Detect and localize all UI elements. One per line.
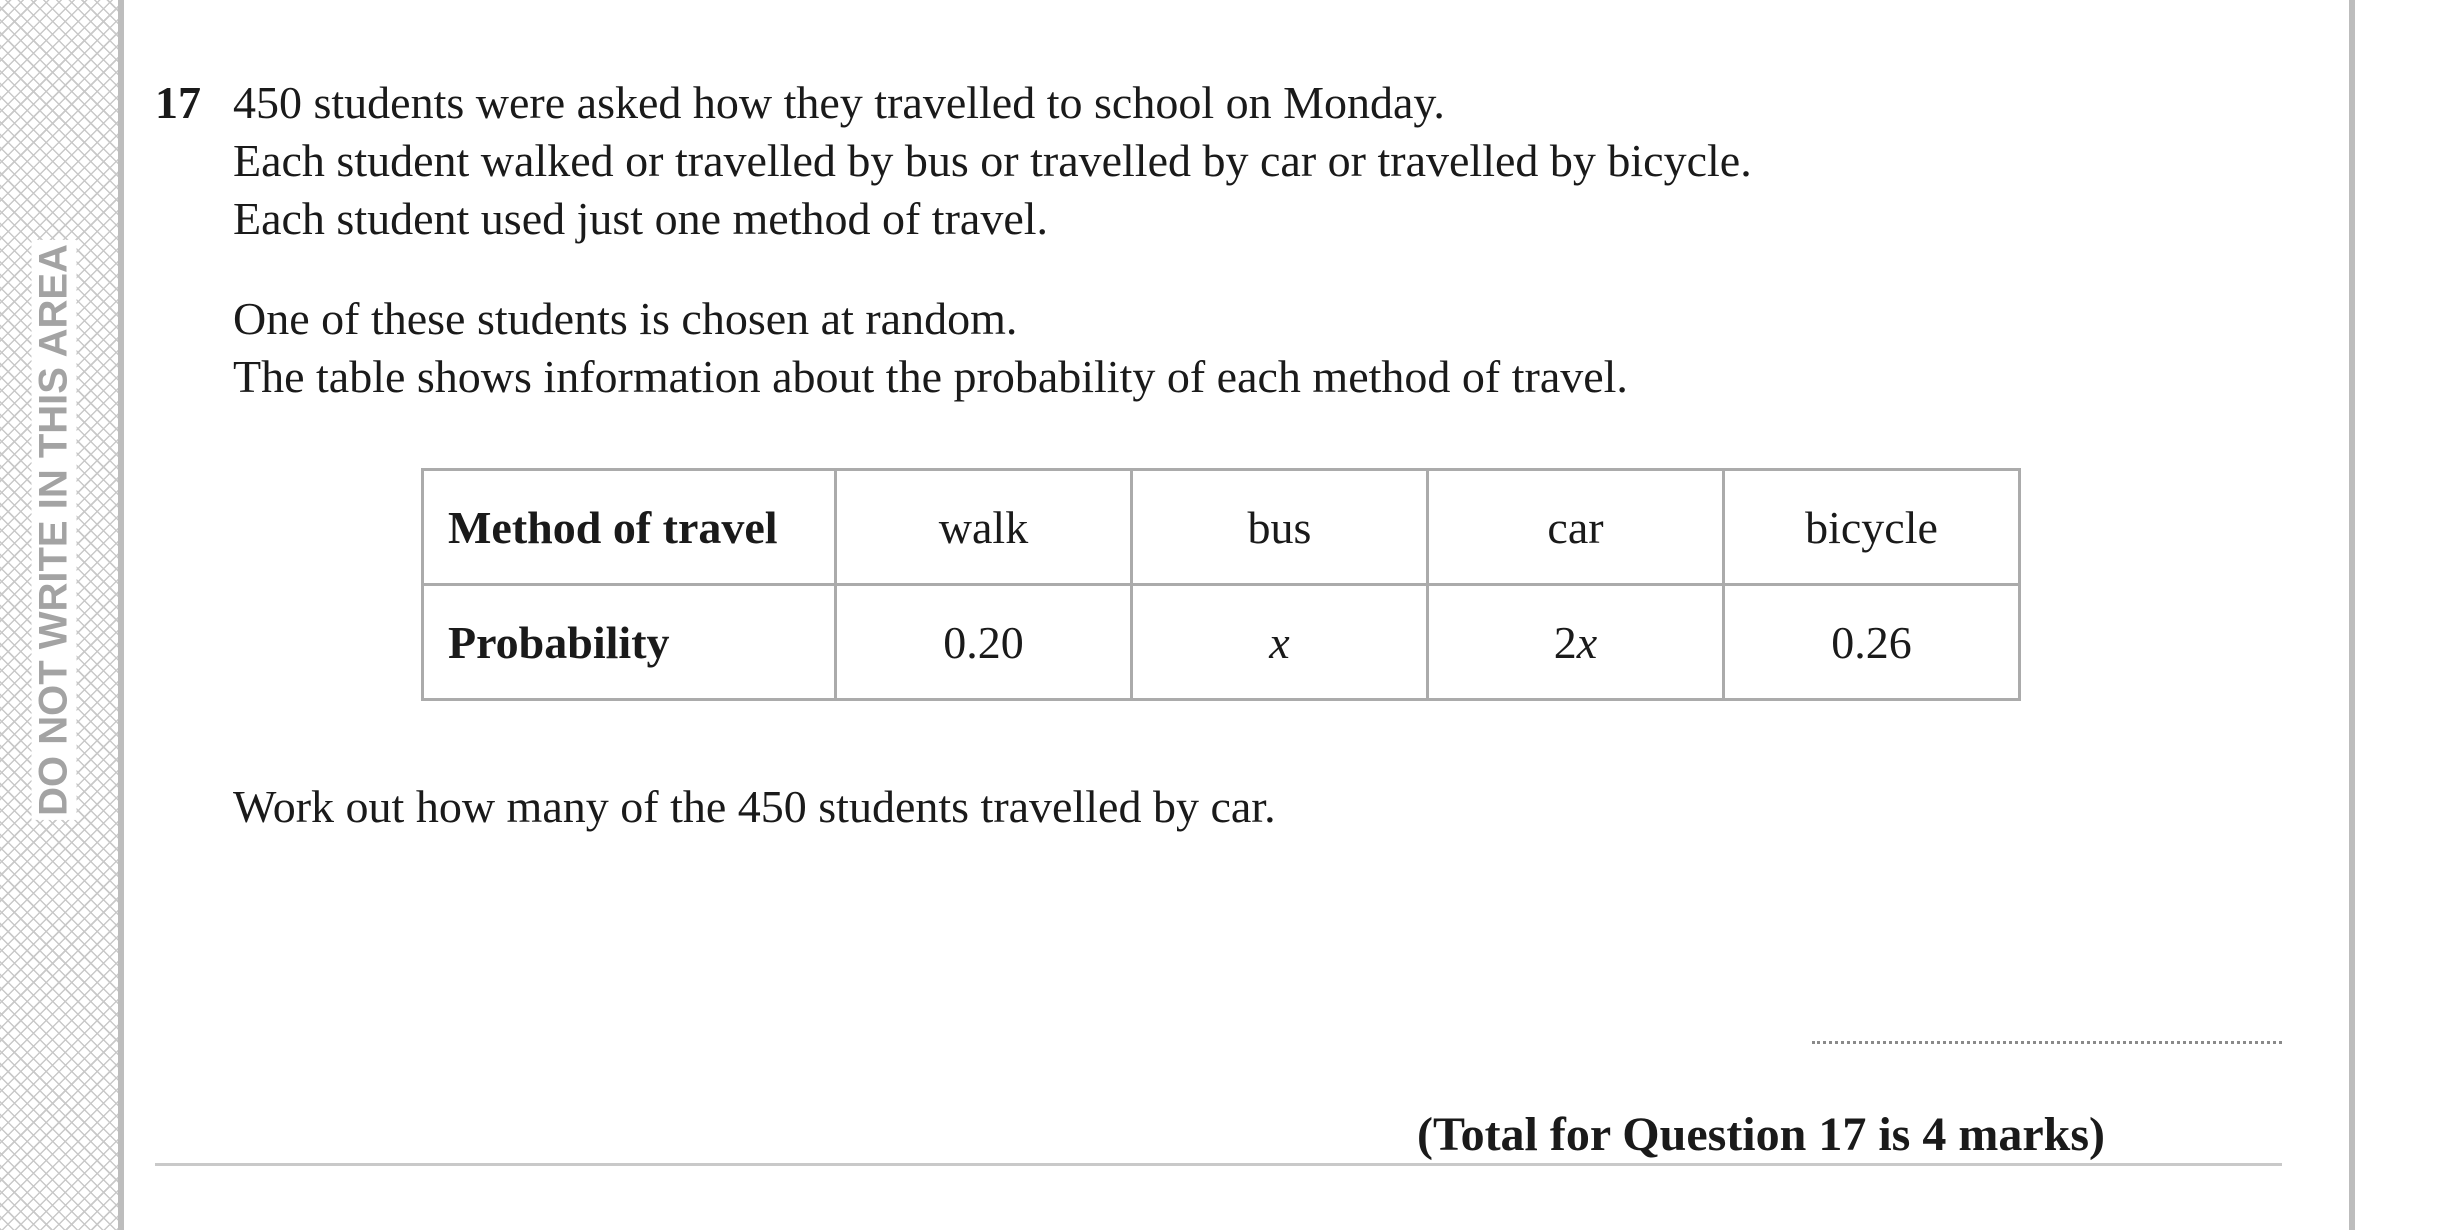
- probability-walk: 0.20: [836, 585, 1132, 700]
- answer-line[interactable]: [1812, 1041, 2282, 1044]
- method-bicycle: bicycle: [1724, 470, 2020, 585]
- question-line-3: Each student used just one method of travel.: [233, 193, 1049, 244]
- question-divider: [155, 1163, 2282, 1166]
- question-line-1: 450 students were asked how they travelled to school on Monday.: [233, 77, 1445, 128]
- question-line-2: Each student walked or travelled by bus or travelled by car or travelled by bicycle.: [233, 135, 1752, 186]
- margin-warning-text: DO NOT WRITE IN THIS AREA: [32, 240, 77, 820]
- row-header-probability: Probability: [423, 585, 836, 700]
- question-line-5: The table shows information about the probability of each method of travel.: [233, 351, 1628, 402]
- probability-bus: x: [1132, 585, 1428, 700]
- probability-car: [1428, 585, 1724, 700]
- table-row-method: [423, 470, 2020, 585]
- method-bus: bus: [1132, 470, 1428, 585]
- method-walk: walk: [836, 470, 1132, 585]
- right-margin: [2355, 0, 2439, 1230]
- question-instruction: Work out how many of the 450 students travelled by car.: [233, 781, 1276, 832]
- margin-border: [118, 0, 124, 1230]
- probability-table: [421, 468, 2021, 701]
- method-car: car: [1428, 470, 1724, 585]
- table-row-probability: [423, 585, 2020, 700]
- probability-bicycle: 0.26: [1724, 585, 2020, 700]
- total-marks: (Total for Question 17 is 4 marks): [1416, 1108, 2105, 1161]
- question-number: 17: [155, 77, 201, 128]
- row-header-method: Method of travel: [423, 470, 836, 585]
- probability-car-value: 2x: [1553, 616, 1598, 668]
- question-line-4: One of these students is chosen at random.: [233, 293, 1018, 344]
